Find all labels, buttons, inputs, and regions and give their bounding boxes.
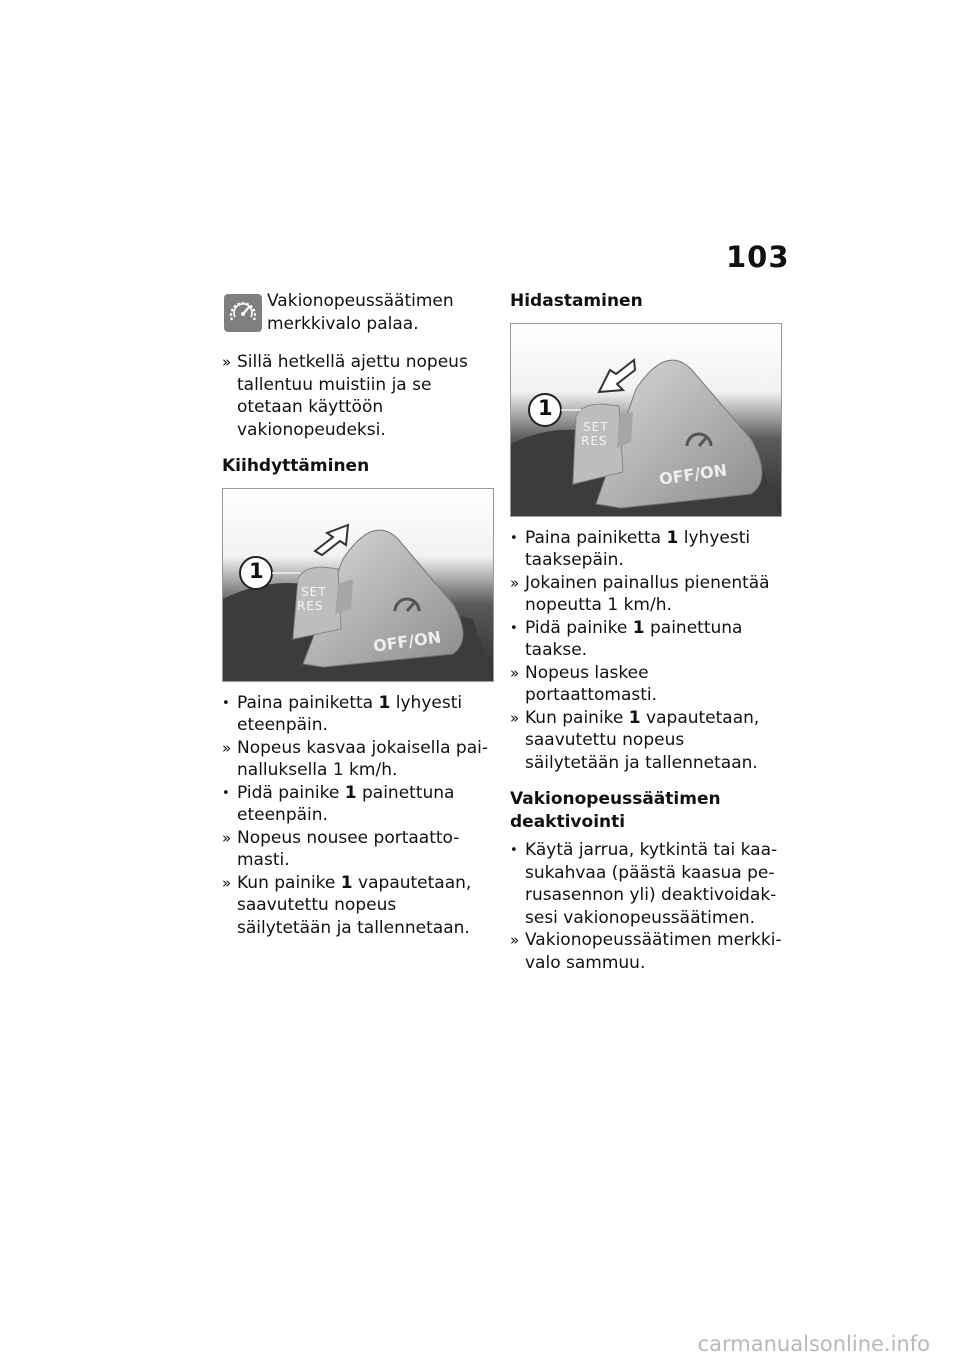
indicator-text: Vakionopeussäätimen merkkivalo palaa.	[267, 291, 454, 334]
result-arrow-icon: »	[222, 873, 232, 892]
off-on-label: OFF/ON	[657, 459, 729, 489]
right-column	[510, 290, 782, 974]
indicator-note	[222, 290, 494, 338]
result-arrow-icon: »	[222, 828, 232, 847]
figure-accelerate	[222, 488, 494, 682]
result-text: Sillä hetkellä ajettu nopeus tallentuu muistiin ja se otetaan käyttöön vakionopeudeksi.	[237, 352, 468, 440]
bullet-icon: •	[510, 620, 518, 636]
step-item: • Paina painiketta 1 lyhyesti eteenpäin.	[222, 692, 463, 735]
watermark: carmanualsonline.info	[697, 1332, 930, 1356]
off-on-label: OFF/ON	[371, 626, 443, 656]
section-title-deactivation: Vakionopeussäätimen deaktivointi	[510, 789, 721, 832]
set-label: SET	[583, 419, 609, 434]
result-arrow-icon: »	[510, 708, 520, 727]
button-ref: 1	[628, 707, 641, 728]
section-title-acceleration: Kiihdyttäminen	[222, 456, 370, 476]
callout-number: 1	[538, 395, 553, 420]
result-item: » Kun painike 1 vapautetaan, saavutettu nopeus säilytetään ja tallennetaan.	[222, 872, 472, 938]
result-item: » Nopeus kasvaa jokaisella pai- nalluksella 1 km/h.	[222, 737, 488, 780]
result-item: » Nopeus nousee portaatto- masti.	[222, 827, 460, 870]
set-label: SET	[301, 584, 327, 599]
bullet-icon: •	[222, 785, 230, 801]
figure-decelerate	[510, 323, 782, 517]
result-item: » Vakionopeussäätimen merkki- valo sammuu.	[510, 930, 782, 973]
button-ref: 1	[378, 692, 391, 713]
step-item: • Käytä jarrua, kytkintä tai kaa- sukahvaa (päästä kaasua pe- rusasennon yli) deaktivoidak- sesi vakionopeussäätimen.	[510, 840, 778, 928]
step-item: • Pidä painike 1 painettuna taakse.	[510, 617, 743, 660]
bullet-icon: •	[222, 695, 230, 711]
result-arrow-icon: »	[510, 573, 520, 592]
result-item: » Kun painike 1 vapautetaan, saavutettu nopeus säilytetään ja tallennetaan.	[510, 707, 760, 773]
result-arrow-icon: »	[510, 931, 520, 949]
res-label: RES	[581, 433, 608, 448]
callout-number: 1	[249, 558, 264, 583]
result-arrow-icon: »	[222, 738, 232, 757]
result-arrow-icon: »	[510, 663, 520, 682]
button-ref: 1	[666, 527, 679, 548]
result-item	[222, 351, 494, 441]
bullet-icon: •	[510, 843, 518, 858]
bullet-icon: •	[510, 530, 518, 546]
res-label: RES	[297, 598, 324, 613]
step-item: • Pidä painike 1 painettuna eteenpäin.	[222, 782, 455, 825]
button-ref: 1	[632, 617, 645, 638]
result-item: » Jokainen painallus pienentää nopeutta 1 km/h.	[510, 572, 770, 615]
button-ref: 1	[344, 782, 357, 803]
button-ref: 1	[340, 872, 353, 893]
cruise-control-indicator-icon	[224, 294, 262, 332]
section-title-deceleration: Hidastaminen	[510, 291, 643, 311]
left-column	[222, 290, 494, 939]
step-item: • Paina painiketta 1 lyhyesti taaksepäin.	[510, 527, 751, 570]
result-arrow-icon: »	[222, 353, 232, 371]
result-item: » Nopeus laskee portaattomasti.	[510, 662, 658, 705]
page-number: 103	[726, 240, 790, 274]
